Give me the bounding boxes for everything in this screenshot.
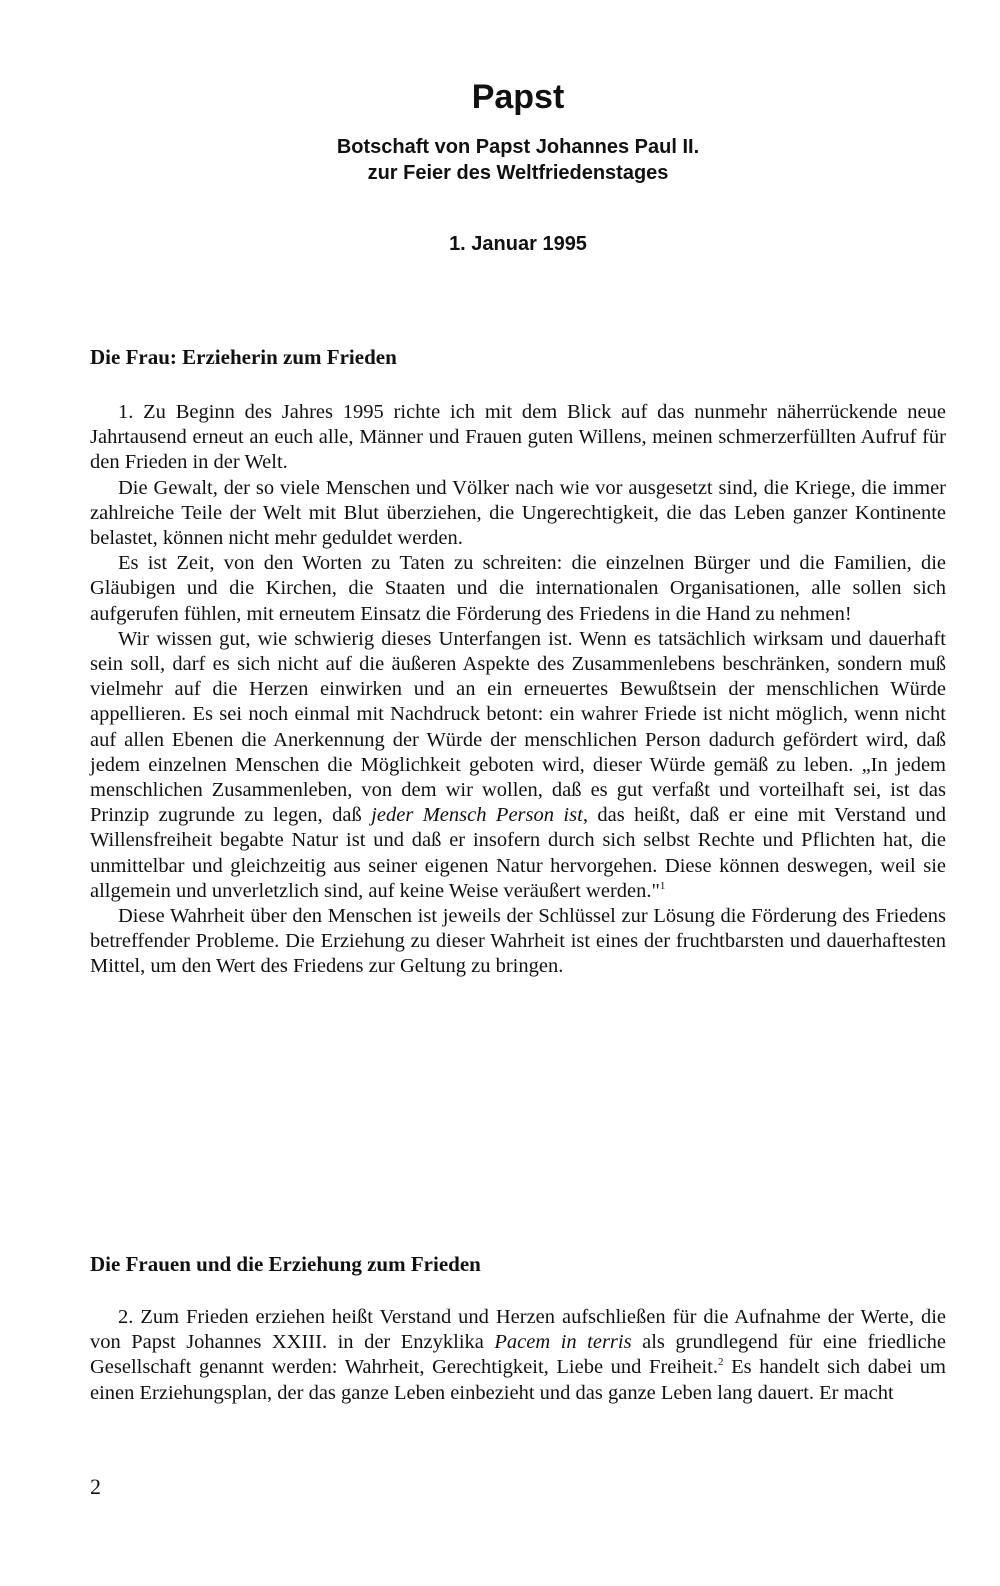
paragraph-text: als grundlegend für eine friedliche Gesellschaft genannt werden: Wahrheit, Gerechtigkeit, Liebe und Freiheit. xyxy=(90,1331,947,1379)
section-heading-2: Die Frauen und die Erziehung zum Frieden xyxy=(90,1252,481,1276)
paragraph xyxy=(90,627,946,904)
section-1-body xyxy=(90,400,946,980)
section-2-body xyxy=(90,1305,946,1406)
emphasis-text: jeder Mensch Person ist xyxy=(371,804,583,827)
paragraph xyxy=(90,1305,946,1406)
paragraph: Die Gewalt, der so viele Menschen und Völker nach wie vor ausgesetzt sind, die Kriege, die immer zahlreiche Teile der Welt mit Blut überziehen, die Ungerechtigkeit, die das Leben ganzer Kontinente belastet, können nicht mehr geduldet werden. xyxy=(90,476,946,550)
paragraph-text: , das heißt, daß er eine mit Verstand und Willensfreiheit begabte Natur ist und daß er insofern durch sich selbst Rechte und Pflichten hat, die unmittelbar und gleichzeitig aus seiner eigenen Natur hervorgehen. Diese können deswegen, weil sie allgemein und unverletzlich sind, auf keine Weise veräußert werden." xyxy=(90,804,947,902)
footnote-marker: 2 xyxy=(717,1356,724,1369)
paragraph: 1. Zu Beginn des Jahres 1995 richte ich mit dem Blick auf das nunmehr näherrückende neue Jahrtausend erneut an euch alle, Männer und Frauen guten Willens, meinen schmerzerfüllten Aufruf für den Frieden in der Welt. xyxy=(90,401,946,474)
paragraph-text: 2. Zum Frieden erziehen heißt Verstand und Herzen aufschließen für die Aufnahme der Werte, die von Papst Johannes XXIII. in der Enzyklika xyxy=(90,1306,946,1354)
section-heading-1: Die Frau: Erzieherin zum Frieden xyxy=(90,345,397,369)
document-subtitle xyxy=(90,134,946,186)
footnote-marker: 1 xyxy=(659,879,666,892)
paragraph: Diese Wahrheit über den Menschen ist jeweils der Schlüssel zur Lösung die Förderung des Friedens betreffender Probleme. Die Erziehung zu dieser Wahrheit ist eines der fruchtbarsten und dauerhaftesten Mittel, um den Wert des Friedens zur Geltung zu bringen. xyxy=(90,905,946,978)
document-page xyxy=(90,0,946,1586)
page-number: 2 xyxy=(90,1474,101,1499)
page-title: Papst xyxy=(471,78,565,116)
subtitle-line-1: Botschaft von Papst Johannes Paul II. xyxy=(336,136,700,158)
paragraph-text: Wir wissen gut, wie schwierig dieses Unterfangen ist. Wenn es tatsächlich wirksam und dauerhaft sein soll, darf es sich nicht auf die äußeren Aspekte des Zusammenlebens beschränken, sondern muß vielmehr auf die Herzen einwirken und an ein erneuertes Bewußtsein der menschlichen Würde appellieren. Es sei noch einmal mit Nachdruck betont: ein wahrer Friede ist nicht möglich, wenn nicht auf allen Ebenen die Anerkennung der Würde der menschlichen Person dadurch gefördert wird, daß jedem einzelnen Menschen die Möglichkeit geboten wird, dieser Würde gemäß zu leben. „In jedem menschlichen Zusammenleben, von dem wir wollen, daß es gut verfaßt und vorteilhaft sei, ist das Prinzip zugrunde zu legen, daß xyxy=(90,627,946,827)
subtitle-line-2: zur Feier des Weltfriedenstages xyxy=(367,162,669,184)
emphasis-text: Pacem in terris xyxy=(494,1331,632,1354)
document-date: 1. Januar 1995 xyxy=(449,233,587,255)
paragraph-text: Es handelt sich dabei um einen Erziehungsplan, der das ganze Leben einbezieht und das ganze Leben lang dauert. Er macht xyxy=(90,1356,947,1404)
paragraph: Es ist Zeit, von den Worten zu Taten zu schreiten: die einzelnen Bürger und die Familien, die Gläubigen und die Kirchen, die Staaten und die internationalen Organisationen, alle sollen sich aufgerufen fühlen, mit erneutem Einsatz die Förderung des Friedens in die Hand zu nehmen! xyxy=(90,552,946,625)
